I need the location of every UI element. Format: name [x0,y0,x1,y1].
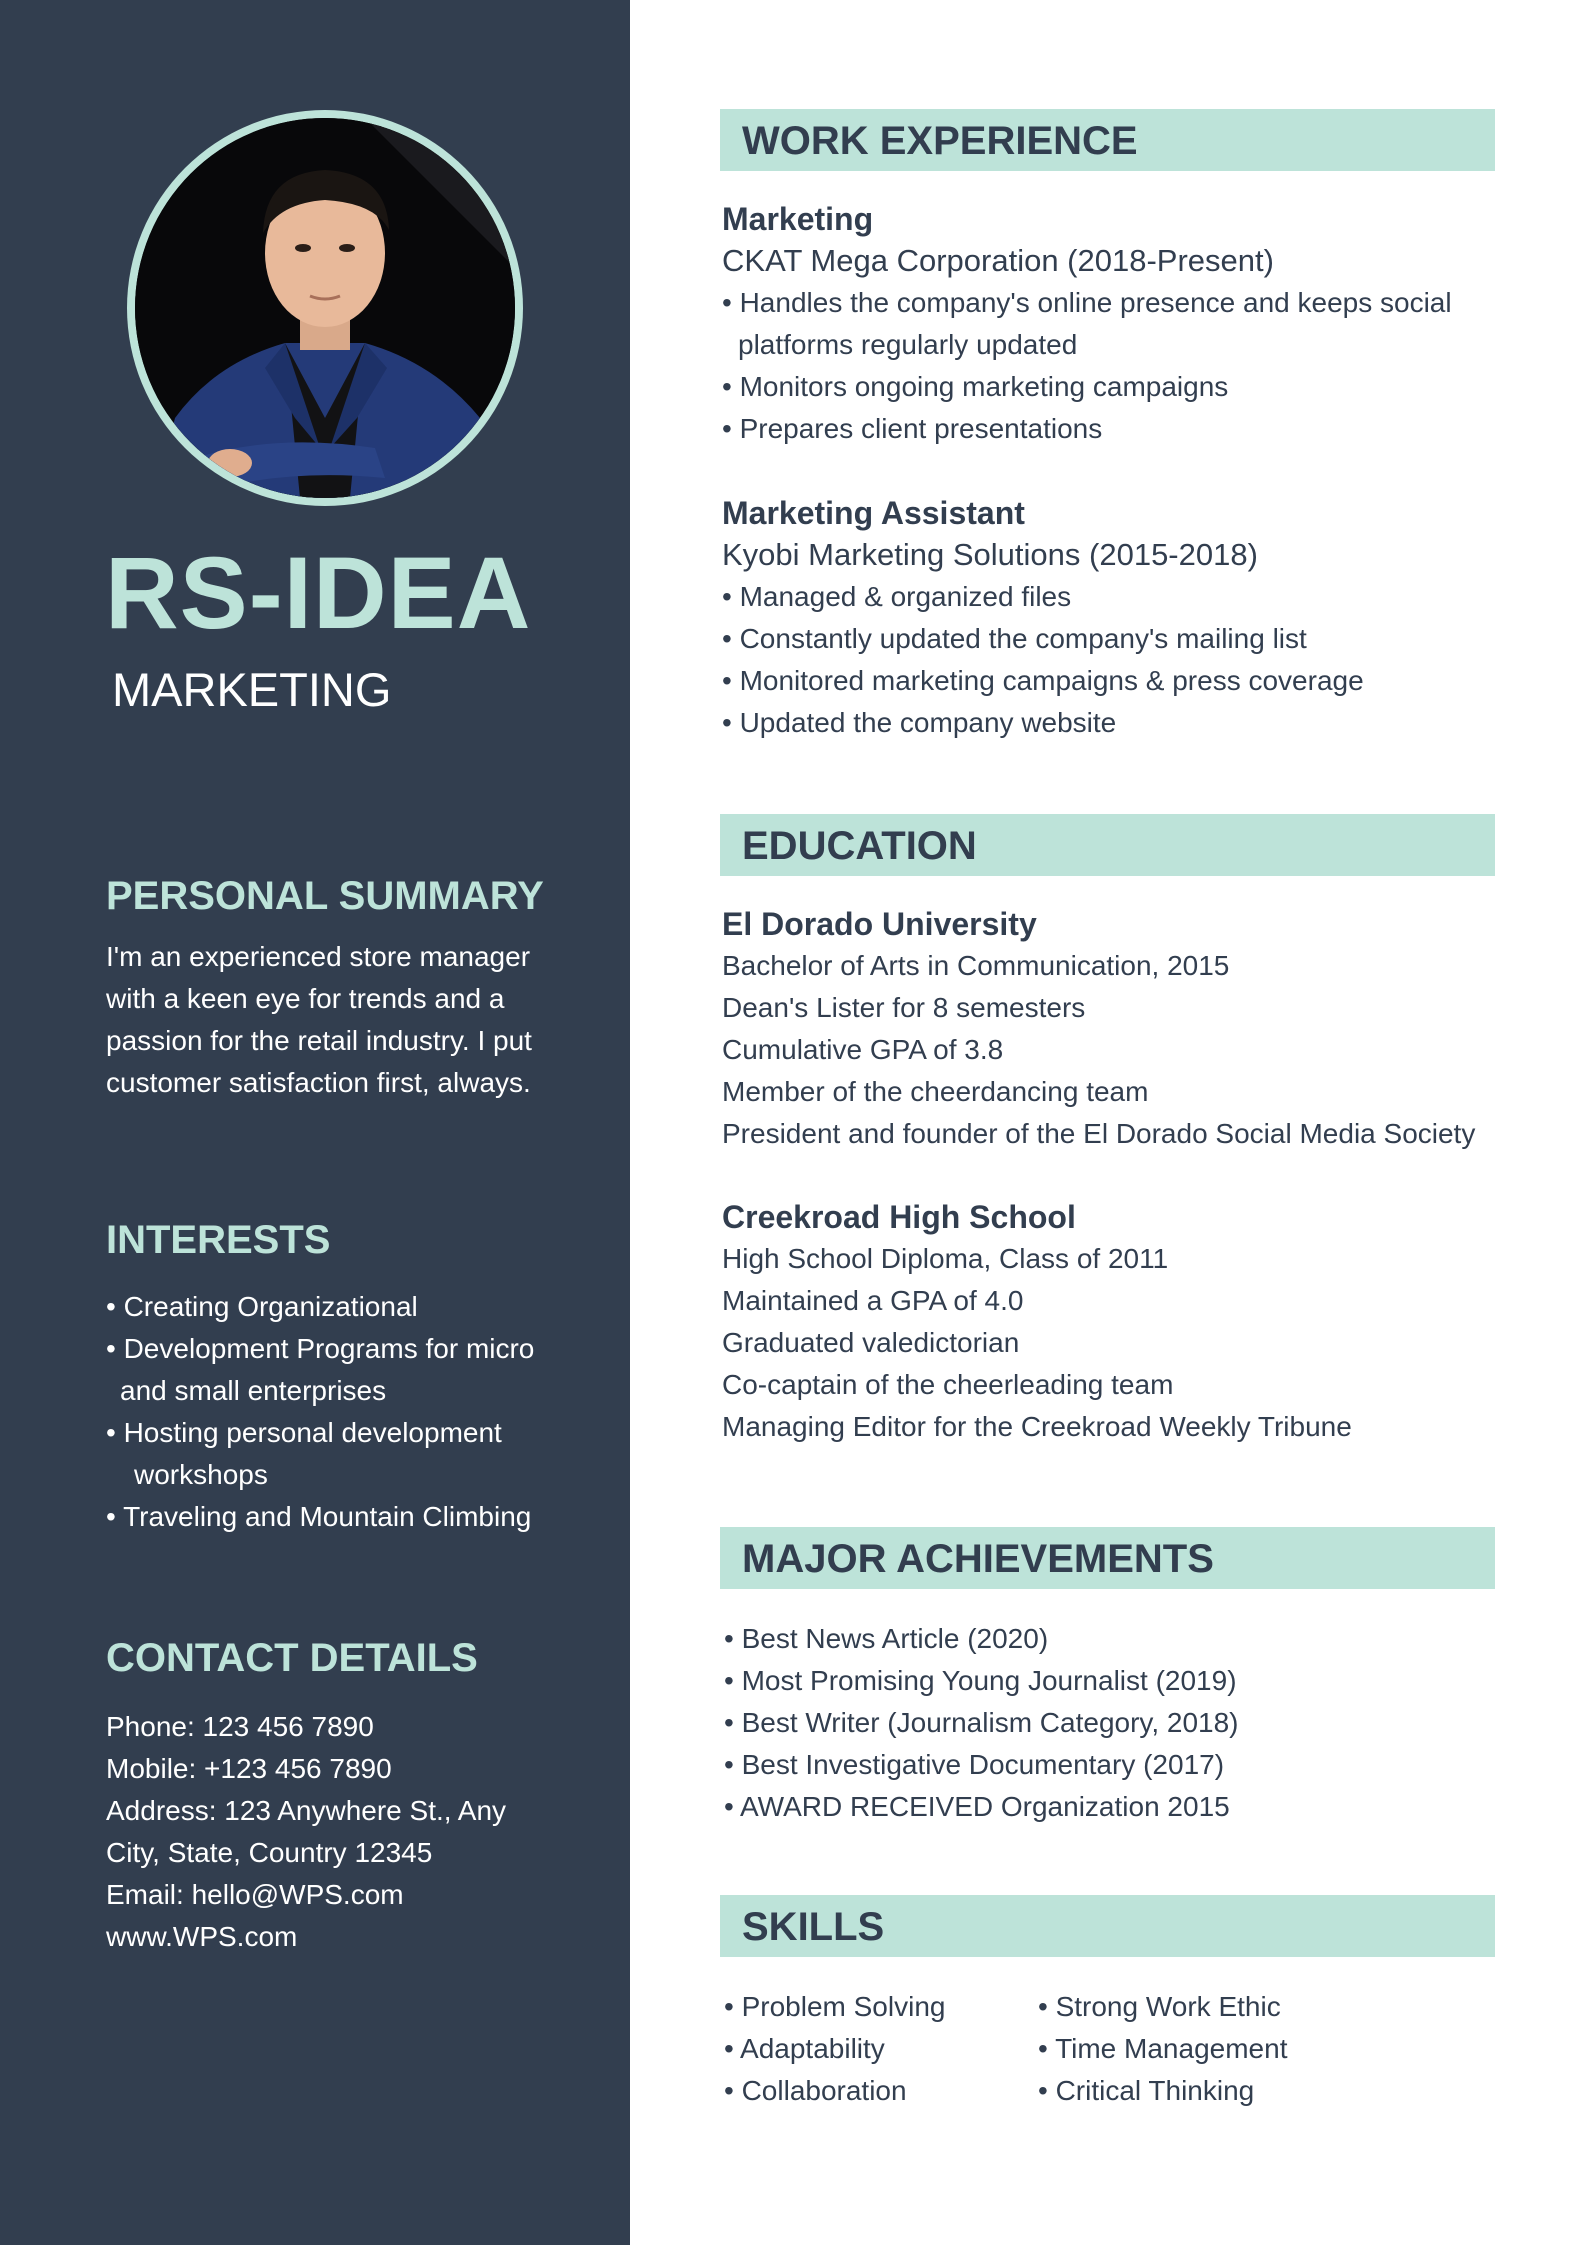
education-line: High School Diploma, Class of 2011 [722,1243,1169,1274]
education-line: Maintained a GPA of 4.0 [722,1285,1024,1316]
interest-item: workshops [134,1459,268,1490]
contact-address: City, State, Country 12345 [106,1837,433,1868]
job-title: Marketing Assistant [722,495,1025,531]
achievements-list [724,1618,1514,1828]
education-line: Cumulative GPA of 3.8 [722,1034,1004,1065]
job-bullet: • Handles the company's online presence and keeps social [722,287,1452,318]
work-experience-heading: WORK EXPERIENCE [742,119,1138,163]
summary-line: customer satisfaction first, always. [106,1067,531,1098]
achievement-item: • Best Investigative Documentary (2017) [724,1749,1225,1780]
education-line: President and founder of the El Dorado Social Media Society [722,1118,1476,1149]
skills-header [720,1895,1495,1957]
summary-line: passion for the retail industry. I put [106,1025,532,1056]
job-company: Kyobi Marketing Solutions (2015-2018) [722,537,1258,572]
job-bullet: • Prepares client presentations [722,413,1103,444]
personal-summary-heading: PERSONAL SUMMARY [106,874,544,918]
summary-line: I'm an experienced store manager [106,941,531,972]
candidate-name: RS-IDEA [105,536,532,650]
interest-item: • Hosting personal development [106,1417,502,1448]
interest-item: • Traveling and Mountain Climbing [106,1501,532,1532]
achievement-item: • AWARD RECEIVED Organization 2015 [724,1791,1230,1822]
candidate-role: MARKETING [112,663,392,716]
contact-details-heading: CONTACT DETAILS [106,1636,478,1680]
job-bullet: • Updated the company website [722,707,1117,738]
contact-mobile: Mobile: +123 456 7890 [106,1753,392,1784]
achievements-header [720,1527,1495,1589]
education-heading: EDUCATION [742,824,977,868]
school-name: Creekroad High School [722,1199,1076,1235]
education-entry [722,1196,1512,1448]
skills-heading: SKILLS [742,1905,885,1949]
skills-right-column [1038,1986,1287,2112]
school-name: El Dorado University [722,906,1037,942]
interest-item: • Development Programs for micro [106,1333,535,1364]
job-bullet: • Monitored marketing campaigns & press coverage [722,665,1364,696]
interest-item: • Creating Organizational [106,1291,418,1322]
interest-item: and small enterprises [120,1375,387,1406]
contact-phone: Phone: 123 456 7890 [106,1711,374,1742]
skill-item: • Problem Solving [724,1991,946,2022]
skill-item: • Time Management [1038,2033,1288,2064]
work-experience-header [720,109,1495,171]
job-title: Marketing [722,201,874,237]
education-line: Graduated valedictorian [722,1327,1020,1358]
contact-details [106,1706,576,1958]
interests-list [106,1286,534,1538]
sidebar [0,0,630,2245]
job-company: CKAT Mega Corporation (2018-Present) [722,243,1274,278]
skills-left-column [724,1986,945,2112]
achievement-item: • Most Promising Young Journalist (2019) [724,1665,1237,1696]
achievement-item: • Best News Article (2020) [724,1623,1049,1654]
education-line: Member of the cheerdancing team [722,1076,1149,1107]
personal-summary-text [106,936,576,1104]
job-bullet: • Monitors ongoing marketing campaigns [722,371,1229,402]
education-entry [722,903,1512,1155]
education-header [720,814,1495,876]
education-line: Co-captain of the cheerleading team [722,1369,1174,1400]
summary-line: with a keen eye for trends and a [106,983,505,1014]
contact-address: Address: 123 Anywhere St., Any [106,1795,507,1826]
skill-item: • Collaboration [724,2075,907,2106]
job-bullet: platforms regularly updated [738,329,1078,360]
job-entry [722,198,1512,450]
skill-item: • Strong Work Ethic [1038,1991,1281,2022]
education-line: Managing Editor for the Creekroad Weekly Tribune [722,1411,1352,1442]
profile-photo [135,118,515,498]
profile-photo-frame [127,110,523,506]
portrait-image [135,118,515,498]
skill-item: • Critical Thinking [1038,2075,1255,2106]
job-bullet: • Constantly updated the company's mailing list [722,623,1307,654]
job-bullet: • Managed & organized files [722,581,1072,612]
skill-item: • Adaptability [724,2033,885,2064]
interests-heading: INTERESTS [106,1218,331,1262]
contact-website: www.WPS.com [106,1921,298,1952]
achievement-item: • Best Writer (Journalism Category, 2018) [724,1707,1239,1738]
job-entry [722,492,1512,744]
achievements-heading: MAJOR ACHIEVEMENTS [742,1537,1214,1581]
education-line: Dean's Lister for 8 semesters [722,992,1086,1023]
contact-email: Email: hello@WPS.com [106,1879,404,1910]
education-line: Bachelor of Arts in Communication, 2015 [722,950,1230,981]
